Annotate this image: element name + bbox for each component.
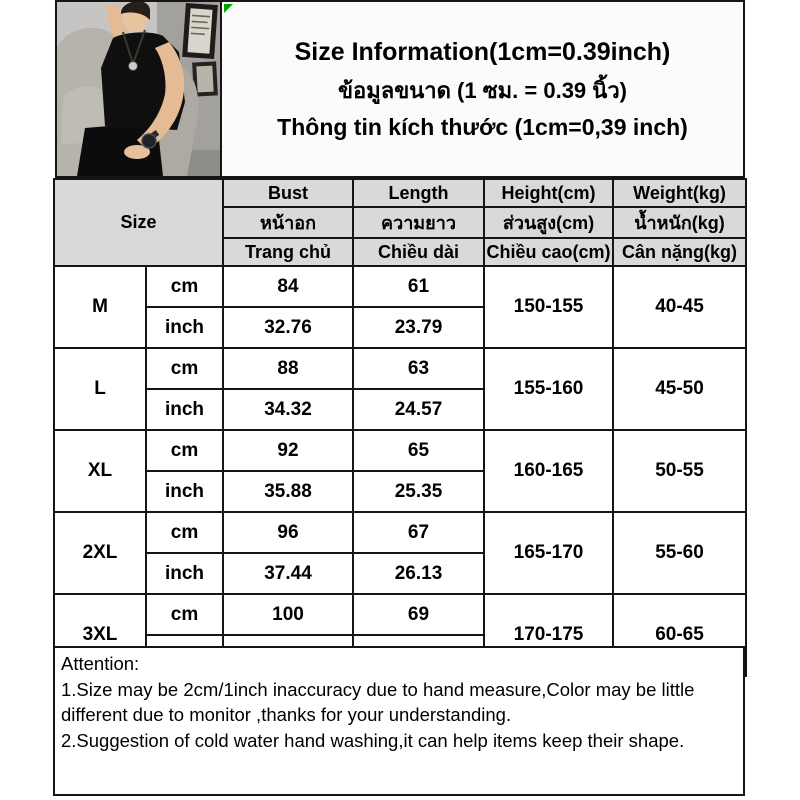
col-header-bust-en: Bust: [223, 179, 353, 207]
length-cm-value: 61: [353, 266, 484, 307]
height-value: 155-160: [484, 348, 613, 430]
attention-box: [53, 646, 745, 796]
col-header-weight-th: น้ำหนัก(kg): [613, 207, 746, 238]
size-table-body: [54, 266, 746, 676]
col-header-length-vi: Chiều dài: [353, 238, 484, 266]
height-value: 165-170: [484, 512, 613, 594]
green-corner-flag-icon: [224, 4, 233, 13]
size-label-cell: XL: [54, 430, 146, 512]
height-value: 170-175: [484, 594, 613, 676]
size-row-cm: [54, 348, 746, 389]
bust-inch-value: 35.88: [223, 471, 353, 512]
size-row-cm: [54, 266, 746, 307]
bust-cm-value: 92: [223, 430, 353, 471]
unit-inch-cell: inch: [146, 389, 223, 430]
bust-inch-value: 37.44: [223, 553, 353, 594]
size-table: [53, 178, 747, 677]
col-header-bust-th: หน้าอก: [223, 207, 353, 238]
col-header-height-th: ส่วนสูง(cm): [484, 207, 613, 238]
length-cm-value: 63: [353, 348, 484, 389]
unit-cm-cell: cm: [146, 430, 223, 471]
attention-heading: Attention:: [61, 653, 140, 674]
size-row-cm: [54, 512, 746, 553]
col-header-length-en: Length: [353, 179, 484, 207]
length-cm-value: 69: [353, 594, 484, 635]
unit-inch-cell: inch: [146, 307, 223, 348]
title-vietnamese: Thông tin kích thước (1cm=0,39 inch): [277, 113, 688, 140]
size-label-cell: L: [54, 348, 146, 430]
length-inch-value: 24.57: [353, 389, 484, 430]
attention-item-2: 2.Suggestion of cold water hand washing,it can help items keep their shape.: [61, 729, 685, 751]
unit-cm-cell: cm: [146, 266, 223, 307]
weight-value: 50-55: [613, 430, 746, 512]
size-row-cm: [54, 594, 746, 635]
title-english: Size Information(1cm=0.39inch): [294, 37, 671, 66]
bust-cm-value: 84: [223, 266, 353, 307]
product-photo: [55, 0, 222, 178]
size-table-head: [54, 179, 746, 266]
col-header-height-vi: Chiều cao(cm): [484, 238, 613, 266]
bust-cm-value: 100: [223, 594, 353, 635]
unit-inch-cell: inch: [146, 471, 223, 512]
bust-cm-value: 96: [223, 512, 353, 553]
length-cm-value: 65: [353, 430, 484, 471]
length-inch-value: 25.35: [353, 471, 484, 512]
title-thai: ข้อมูลขนาด (1 ซม. = 0.39 นิ้ว): [337, 77, 627, 103]
unit-cm-cell: cm: [146, 594, 223, 635]
height-value: 150-155: [484, 266, 613, 348]
length-inch-value: 26.13: [353, 553, 484, 594]
unit-cm-cell: cm: [146, 348, 223, 389]
weight-value: 40-45: [613, 266, 746, 348]
size-row-cm: [54, 430, 746, 471]
length-inch-value: 23.79: [353, 307, 484, 348]
col-header-height-en: Height(cm): [484, 179, 613, 207]
size-information-title-block: [220, 0, 745, 178]
col-header-bust-vi: Trang chủ: [223, 238, 353, 266]
col-header-weight-vi: Cân nặng(kg): [613, 238, 746, 266]
size-label-cell: 3XL: [54, 594, 146, 676]
unit-cm-cell: cm: [146, 512, 223, 553]
size-label-cell: 2XL: [54, 512, 146, 594]
bust-cm-value: 88: [223, 348, 353, 389]
col-header-weight-en: Weight(kg): [613, 179, 746, 207]
weight-value: 45-50: [613, 348, 746, 430]
weight-value: 55-60: [613, 512, 746, 594]
height-value: 160-165: [484, 430, 613, 512]
bust-inch-value: 32.76: [223, 307, 353, 348]
unit-inch-cell: inch: [146, 553, 223, 594]
size-label-cell: M: [54, 266, 146, 348]
col-header-length-th: ความยาว: [353, 207, 484, 238]
bust-inch-value: 34.32: [223, 389, 353, 430]
size-header-cell: Size: [54, 179, 223, 266]
weight-value: 60-65: [613, 594, 746, 676]
length-cm-value: 67: [353, 512, 484, 553]
attention-item-1: 1.Size may be 2cm/1inch inaccuracy due to hand measure,Color may be little different due to monitor ,thanks for your understanding.: [61, 678, 695, 726]
model-photo-illustration: [57, 2, 220, 176]
